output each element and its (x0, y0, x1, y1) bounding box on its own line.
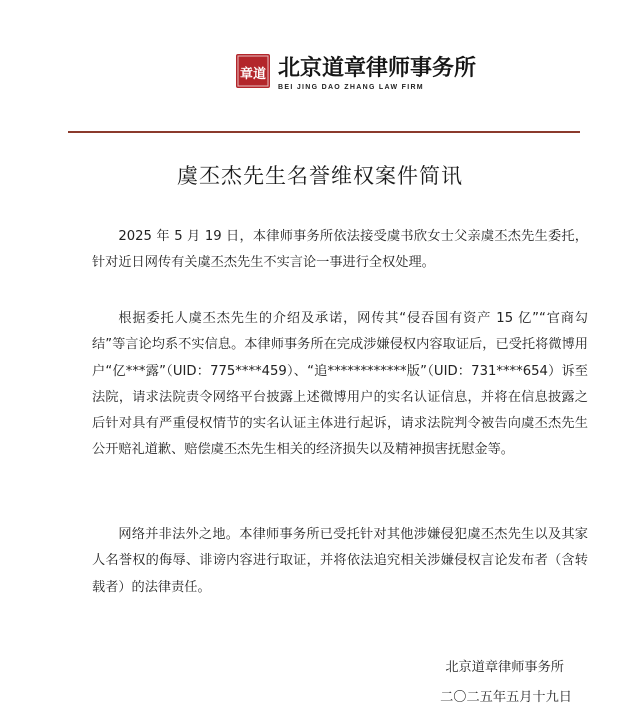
signature-date: 二〇二五年五月十九日 (440, 690, 572, 705)
header-divider (68, 131, 580, 133)
law-firm-seal-logo (236, 54, 270, 88)
firm-name-english: BEI JING DAO ZHANG LAW FIRM (278, 84, 424, 91)
paragraph-2: 根据委托人虞丕杰先生的介绍及承诺，网传其“侵吞国有资产 15 亿”“官商勾结”等言论均系不实信息。本律师事务所在完成涉嫌侵权内容取证后，已受托将微博用户“亿***露”（UID：775****459）、“追************版”（UID：731****654）诉至法院，请求法院责令网络平台披露上述微博用户的实名认证信息，并将在信息披露之后针对具有严重侵权情节的实名认证主体进行起诉，请求法院判令被告向虞丕杰先生公开赔礼道歉、赔偿虞丕杰先生相关的经济损失以及精神损害抚慰金等。 (92, 311, 588, 458)
document-title: 虞丕杰先生名誉维权案件简讯 (177, 164, 463, 188)
paragraph-1: 2025 年 5 月 19 日，本律师事务所依法接受虞书欣女士父亲虞丕杰先生委托，针对近日网传有关虞丕杰先生不实言论一事进行全权处理。 (92, 229, 588, 271)
signature-firm: 北京道章律师事务所 (445, 660, 564, 675)
seal-icon (236, 54, 270, 88)
firm-name-chinese: 北京道章律师事务所 (278, 55, 477, 81)
letterhead (236, 54, 477, 98)
paragraph-3: 网络并非法外之地。本律师事务所已受托针对其他涉嫌侵犯虞丕杰先生以及其家人名誉权的侮辱、诽谤内容进行取证，并将依法追究相关涉嫌侵权言论发布者（含转载者）的法律责任。 (92, 527, 588, 595)
svg-text:章道: 章道 (239, 67, 267, 82)
